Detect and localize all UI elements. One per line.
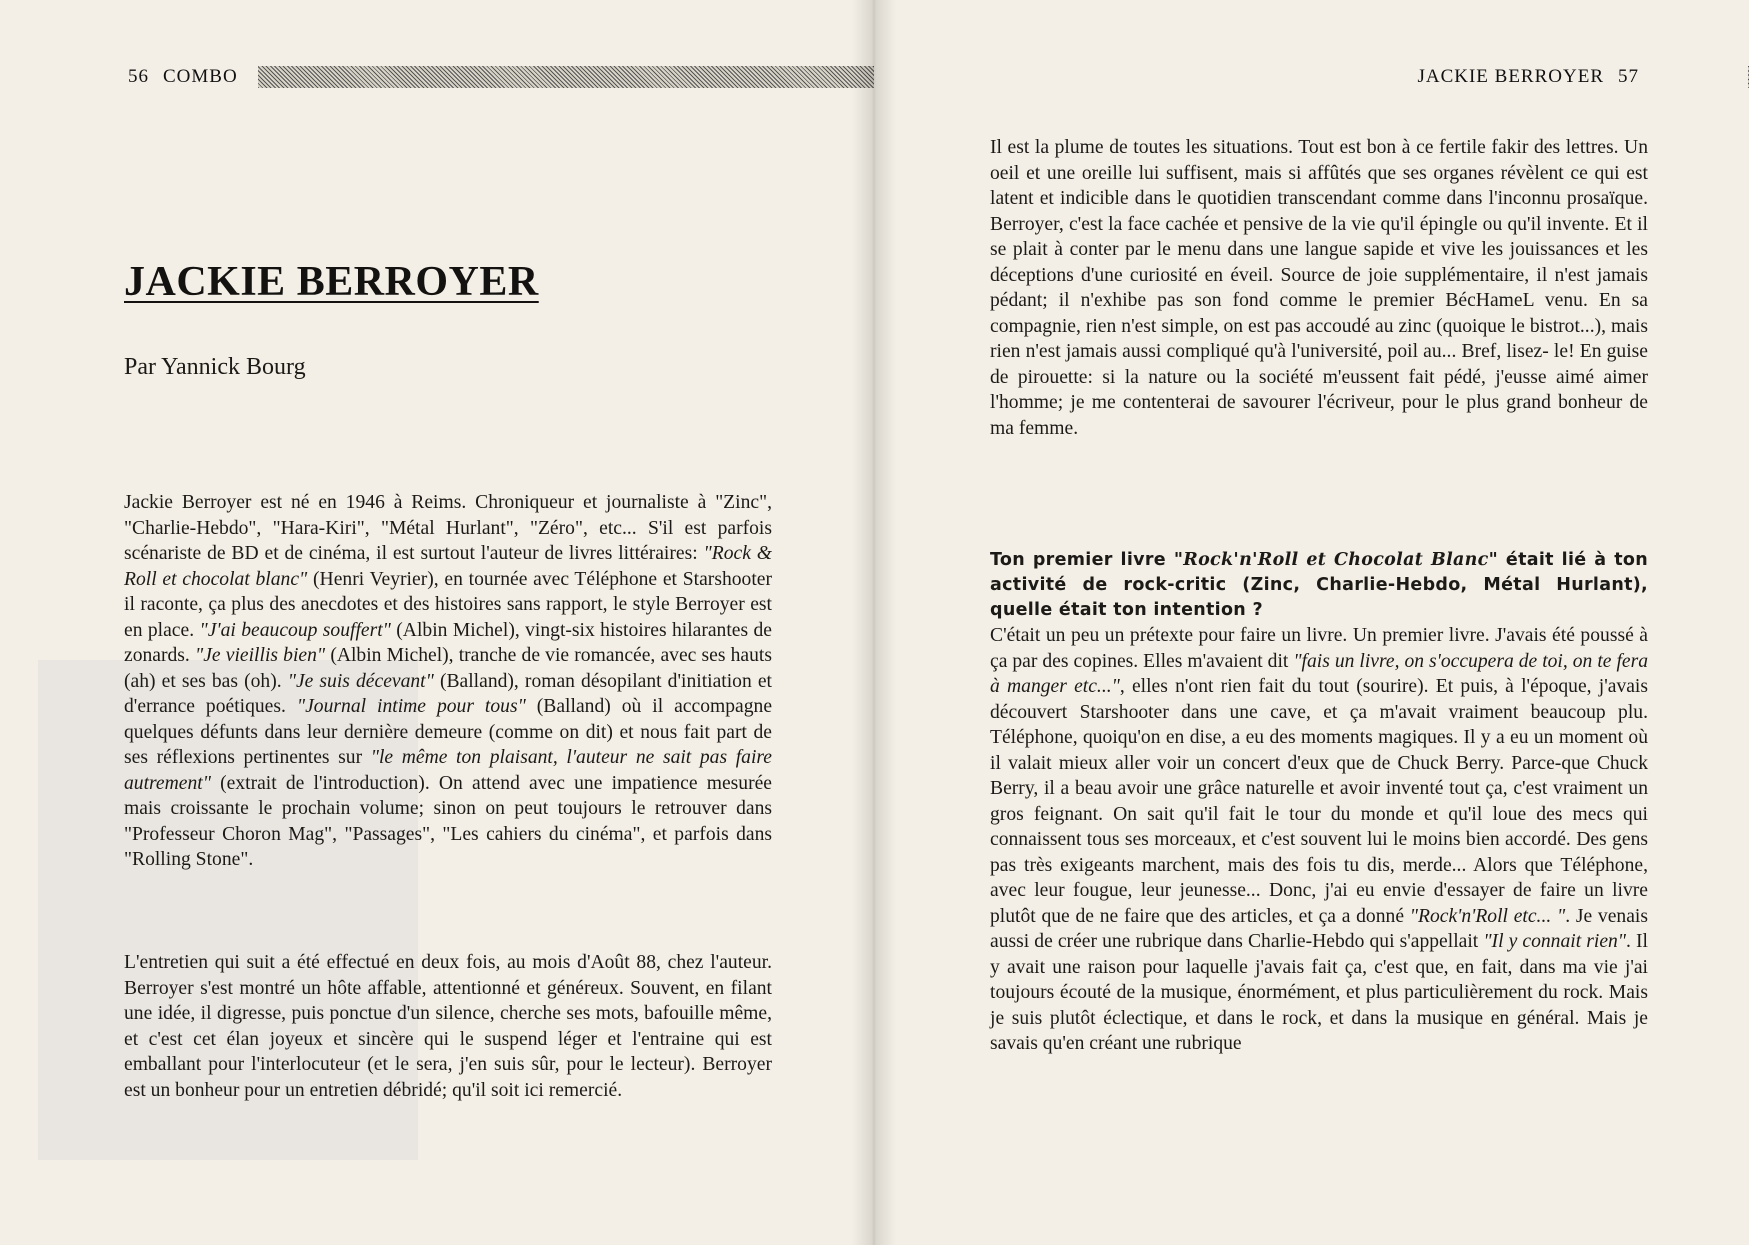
text-run: était lié à ton activité de rock-critic (Zinc, Charlie-Hebdo, Métal Hurlant), quelle était ton intention ? [990,550,1648,620]
magazine-name: COMBO [163,66,238,87]
running-header-right [1411,66,1645,88]
text-run: (extrait de l'introduction). On attend avec une impatience mesurée mais croissante le prochain volume; sinon on peut toujours le retrouver dans "Professeur Choron Mag", "Passages", "Les cahiers du cinéma", et parfois dans "Rolling Stone". [124,772,772,870]
italic-run: "J'ai beaucoup souffert" [199,619,391,641]
running-title: JACKIE BERROYER [1417,66,1604,87]
italic-run: "Rock & Roll et chocolat blanc" [124,543,772,590]
running-header-left [122,66,258,88]
intro-paragraph [124,490,772,873]
text-run: (Balland) où il accompagne quelques défunts dans leur dernière demeure (comme on dit) et nous fait part de ses réflexions pertinentes sur [124,696,773,768]
text-run: (Albin Michel), tranche de vie romancée, avec ses hauts (ah) et ses bas (oh). [124,645,772,692]
left-page [0,0,874,1245]
text-run: (Albin Michel), vingt-six histoires hilarantes de zonards. [124,619,772,666]
author-portrait-paragraph: Il est la plume de toutes les situations. Tout est bon à ce fertile fakir des lettres. Un oeil et une oreille lui suffisent, mais si affûtés que ses organes révèlent ce qui est latent et indicible dans le quotidien transcendant comme dans l'inconnu prosaïque. Berroyer, c'est la face cachée et pensive de la vie qu'il épingle ou qu'il invente. Et il se plait à conter par le menu dans une langue sapide et vive les jouissances et les déceptions d'une curiosité en éveil. Source de joie supplémentaire, il n'est jamais pédant; il n'exhibe pas son fond comme le premier BécHameL venu. En sa compagnie, rien n'est simple, on est pas accoudé au zinc (quoique le bistrot...), mais rien n'est jamais aussi compliqué qu'à l'université, poil au... Bref, lisez- le! En guise de pirouette: si la nature ou la société m'eussent fait pédé, j'eusse aimé aimer l'homme; je me contenterai de savourer l'écriveur, pour le plus grand bonheur de ma femme. [990,137,1648,439]
interview-answer [990,623,1648,1057]
text-run: Ton premier livre [990,550,1174,570]
byline: Par Yannick Bourg [124,354,306,380]
italic-run: "fais un livre, on s'occupera de toi, on te fera à manger etc..." [990,650,1649,697]
text-run: . Je venais aussi de créer une rubrique dans Charlie-Hebdo qui s'appellait [990,905,1648,952]
text-run: Jackie Berroyer est né en 1946 à Reims. Chroniqueur et journaliste à "Zinc", "Charlie-Hebdo", "Hara-Kiri", "Métal Hurlant", "Zéro", etc... S'il est parfois scénariste de BD et de cinéma, il est surtout l'auteur de livres littéraires: [124,492,772,564]
text-run: C'était un peu un prétexte pour faire un livre. Un premier livre. J'avais été poussé à ça par des copines. Elles m'avaient dit [990,625,1648,672]
italic-run: "Je vieillis bien" [195,645,326,666]
text-run: (Balland), roman désopilant d'initiation et d'errance poétiques. [124,670,772,717]
text-run: . Il y avait une raison pour laquelle j'avais fait ça, c'est que, en fait, dans ma vie j'ai toujours écouté de la musique, énormément, et plus particulièrement du rock. Mais je suis plutôt éclectique, et dans le rock, et dans la musique en général. Mais je savais qu'en créant une rubrique [990,931,1649,1054]
page-number-right: 57 [1618,66,1639,87]
italic-run: "Journal intime pour tous" [296,696,526,717]
interview-question [990,548,1648,623]
text-run: , elles n'ont rien fait du tout (sourire). Et puis, à l'époque, j'avais découvert Starshooter dans une cave, et ça m'avait vraiment beaucoup plu. Téléphone, quoiqu'on en dise, a eu des moments magiques. Il y a eu un moment où il valait mieux aller voir un concert d'eux que de Chuck Berry. Parce-que Chuck Berry, il a beau avoir une grâce naturelle et avoir inventé tout ça, c'est vraiment un gros feignant. On sait qu'il fait le tour du monde et qu'il loue des mecs qui connaissent tous ses morceaux, et c'est souvent lui le moins bien accordé. Des gens pas très exigeants marchent, mais des fois tu dis, merde... Alors que Téléphone, avec leur fougue, leur jeunesse... Donc, j'ai eu envie d'essayer de faire un livre plutôt que de ne faire que des articles, et ça a donné [990,676,1649,927]
italic-run: "le même ton plaisant, l'auteur ne sait pas faire autrement" [124,747,773,794]
page-number-left: 56 [128,66,149,87]
text-run: (Henri Veyrier), en tournée avec Téléphone et Starshooter il raconte, ça plus des anecdotes et des histoires sans rapport, le style Berroyer est en place. [124,568,772,641]
article-title: JACKIE BERROYER [124,259,539,305]
book-gutter [852,0,896,1245]
intro-paragraph-2: L'entretien qui suit a été effectué en deux fois, au mois d'Août 88, chez l'auteur. Berroyer s'est montré un hôte affable, attentionné et généreux. Souvent, en filant une idée, il digresse, puis ponctue d'un silence, cherche ses mots, bafouille même, et c'est cet élan joyeux et sincère qui le suspend léger et l'entraine qui est emballant pour l'interlocuteur (et le sera, j'en suis sûr, pour le lecteur). Berroyer est un bonheur pour un entretien débridé; qu'il soit ici remercié. [124,952,772,1101]
italic-run: "Rock'n'Roll etc... " [1409,905,1566,927]
italic-run: "Je suis décevant" [287,670,434,692]
italic-run: "Il y connait rien" [1483,931,1627,952]
italic-run: "Rock'n'Roll et Chocolat Blanc" [1173,550,1499,570]
